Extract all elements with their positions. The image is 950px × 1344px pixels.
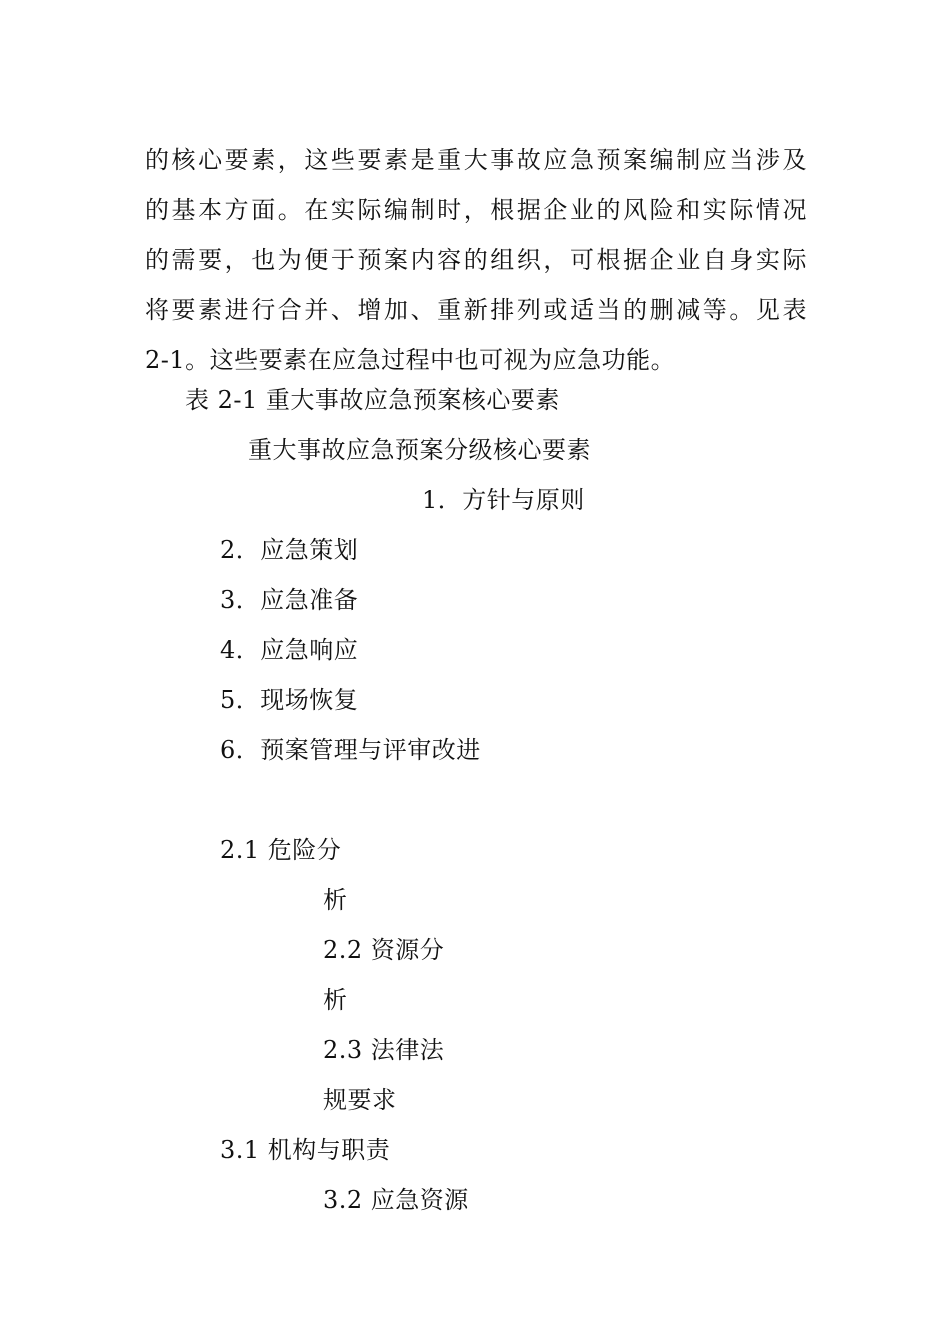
sub-element-3-1: 3.1 机构与职责	[220, 1136, 391, 1164]
body-paragraph	[145, 135, 807, 385]
element-4: 4．应急响应	[220, 636, 359, 664]
paragraph-line-5: 2-1。这些要素在应急过程中也可视为应急功能。	[145, 346, 676, 374]
element-3: 3．应急准备	[220, 586, 359, 614]
element-2: 2．应急策划	[220, 536, 359, 564]
table-caption: 表 2-1 重大事故应急预案核心要素	[185, 386, 560, 414]
element-5: 5．现场恢复	[220, 686, 359, 714]
element-1: 1．方针与原则	[422, 486, 585, 514]
paragraph-line-4: 将要素进行合并、增加、重新排列或适当的删减等。见表	[145, 296, 807, 324]
sub-element-2-3-cont: 规要求	[323, 1086, 397, 1114]
paragraph-line-2: 的基本方面。在实际编制时，根据企业的风险和实际情况	[145, 196, 807, 224]
paragraph-line-3: 的需要，也为便于预案内容的组织，可根据企业自身实际	[145, 246, 807, 274]
sub-element-2-2: 2.2 资源分	[323, 936, 445, 964]
element-6: 6．预案管理与评审改进	[220, 736, 481, 764]
sub-element-2-1: 2.1 危险分	[220, 836, 342, 864]
sub-element-3-2: 3.2 应急资源	[323, 1186, 469, 1214]
table-header: 重大事故应急预案分级核心要素	[248, 436, 591, 464]
sub-element-2-3: 2.3 法律法	[323, 1036, 445, 1064]
paragraph-line-1: 的核心要素，这些要素是重大事故应急预案编制应当涉及	[145, 146, 807, 174]
sub-element-2-2-cont: 析	[323, 986, 348, 1014]
sub-element-2-1-cont: 析	[323, 886, 348, 914]
